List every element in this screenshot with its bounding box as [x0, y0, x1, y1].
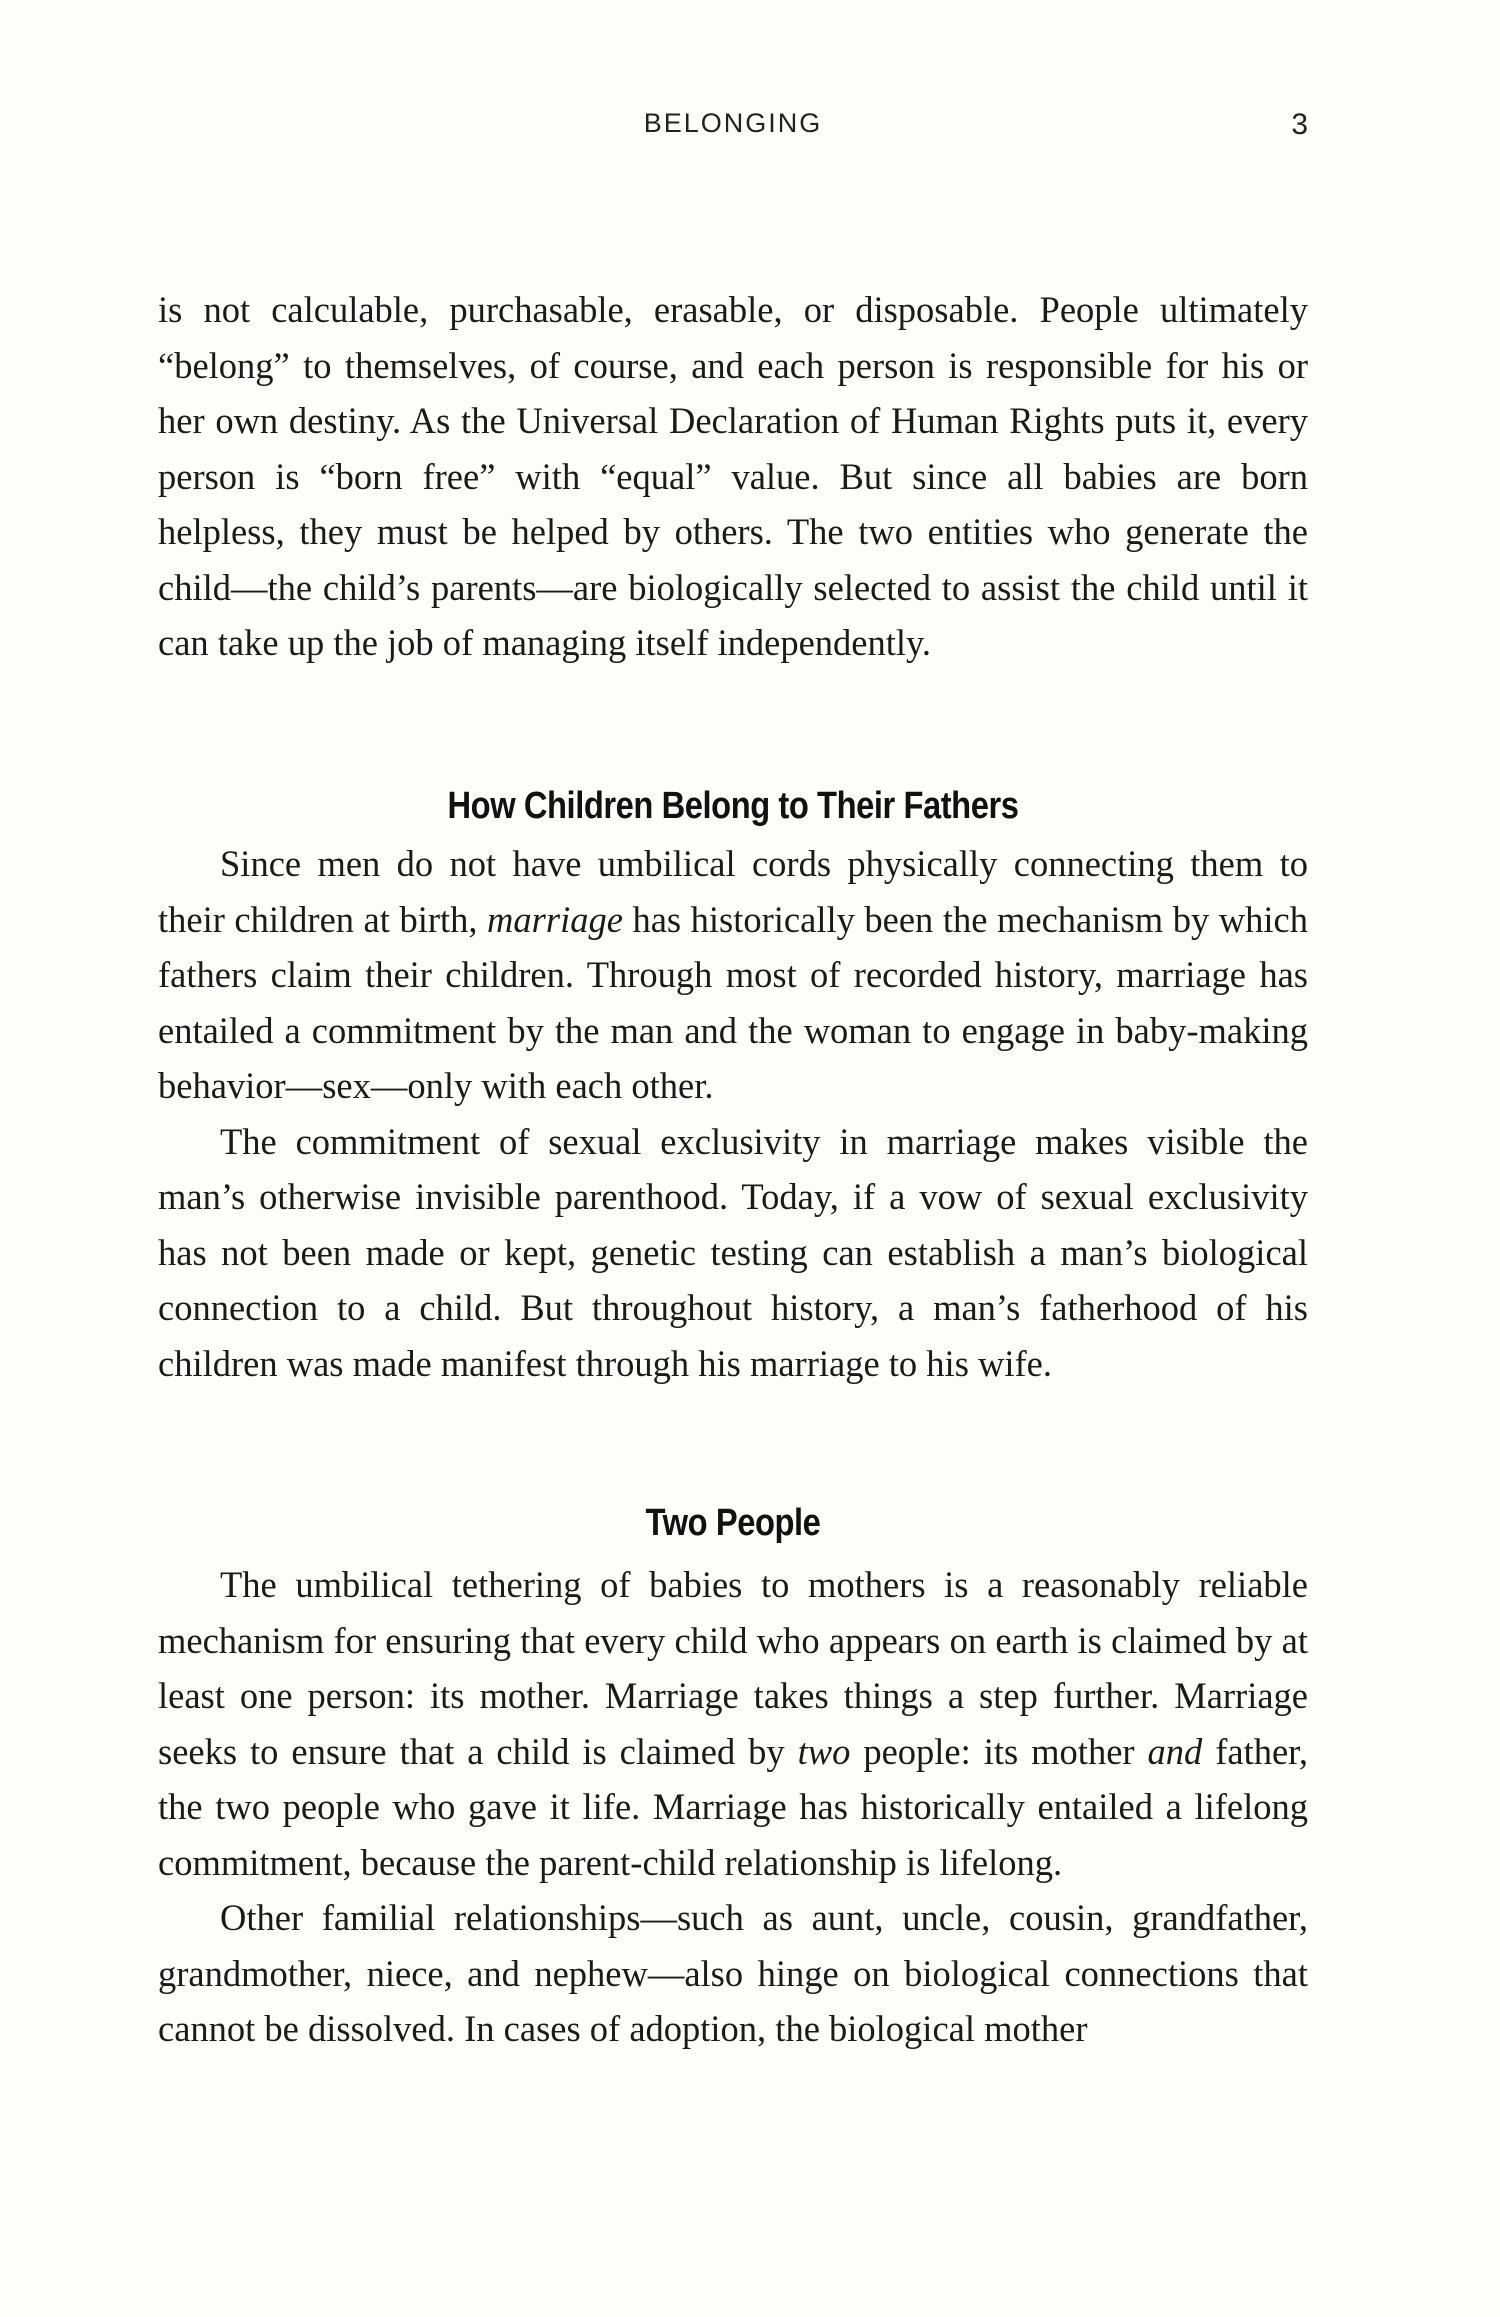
text-run: Since men do not have umbilical cords physically connecting them to their children at birth, — [158, 843, 1308, 940]
section-fathers-paragraph-2: The commitment of sexual exclusivity in marriage makes visible the man’s otherwise invisible parenthood. Today, if a vow of sexual exclusivity has not been made or kept, genetic testing can establish a man’s biological connection to a child. But throughout history, a man’s fatherhood of his children was made manifest through his marriage to his wife. — [158, 1120, 1308, 1384]
page-number: 3 — [1291, 108, 1308, 141]
section-two-people-paragraph-2: Other familial relationships—such as aunt, uncle, cousin, grandfather, grandmother, niece, and nephew—also hinge on biological connections that cannot be dissolved. In cases of adoption, the biological mother — [158, 1897, 1308, 2049]
text-run: has historically been the mechanism by which fathers claim their children. Through most of recorded history, marriage has entailed a commitment by the man and the woman to engage in baby-making behavior—sex—only with each other. — [158, 898, 1308, 1106]
section-fathers-paragraph-1 — [158, 836, 1308, 1114]
intro-paragraph: is not calculable, purchasable, erasable, or disposable. People ultimately “belong” to themselves, of course, and each person is responsible for his or her own destiny. As the Universal Declaration of Human Rights puts it, every person is “born free” with “equal” value. But since all babies are born helpless, they must be helped by others. The two entities who generate the child—the child’s parents—are biologically selected to assist the child until it can take up the job of managing itself independently. — [158, 289, 1308, 663]
section-fathers-body — [158, 836, 1308, 1391]
section-two-people-body — [158, 1557, 1308, 2057]
text-run: people: its mother — [850, 1730, 1148, 1772]
running-head — [158, 108, 1308, 148]
intro-paragraph-block — [158, 282, 1308, 671]
emphasis-two: two — [797, 1730, 851, 1772]
emphasis-and: and — [1147, 1730, 1203, 1772]
emphasis-marriage: marriage — [487, 898, 623, 940]
section-heading-fathers: How Children Belong to Their Fathers — [447, 785, 1019, 827]
text-run: The umbilical tethering of babies to mothers is a reasonably reliable mechanism for ensuring that every child who appears on earth is claimed by at least one person: its mother. Marriage takes things a step further. Marriage seeks to ensure that a child is claimed by — [158, 1564, 1308, 1772]
text-run: father, the two people who gave it life. Marriage has historically entailed a lifelong commitment, because the parent-child relationship is lifelong. — [158, 1730, 1308, 1883]
running-title: BELONGING — [643, 108, 823, 138]
section-heading-two-people: Two People — [645, 1502, 821, 1544]
section-two-people-paragraph-1 — [158, 1557, 1308, 1890]
